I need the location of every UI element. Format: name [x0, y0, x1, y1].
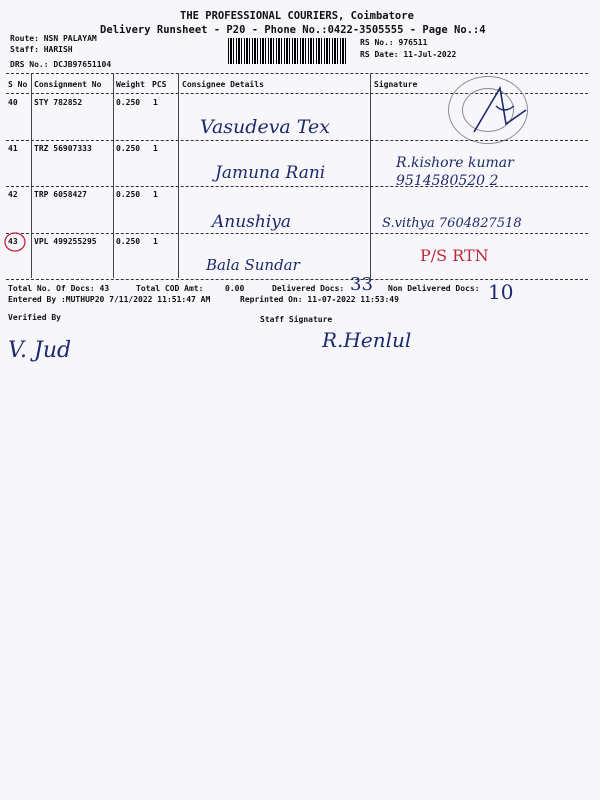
- return-note-handwriting: P/S RTN: [420, 246, 489, 265]
- rs-number: RS No.: 976511: [360, 38, 428, 47]
- total-docs: Total No. Of Docs: 43: [8, 284, 110, 293]
- entered-by: Entered By :MUTHUP20 7/11/2022 11:51:47 AM: [8, 295, 211, 304]
- non-delivered-docs-label: Non Delivered Docs:: [388, 284, 480, 293]
- consignee-handwriting: Anushiya: [212, 212, 292, 232]
- col-header-pcs: PCS: [152, 80, 167, 89]
- runsheet-subtitle: Delivery Runsheet - P20 - Phone No.:0422-3505555 - Page No.:4: [100, 24, 486, 36]
- row-weight: 0.250: [116, 144, 141, 153]
- staff-signature: R.Henlul: [322, 328, 412, 352]
- col-header-consignment: Consignment No: [34, 80, 102, 89]
- barcode: [228, 38, 346, 64]
- row-rule: [6, 186, 588, 187]
- row-pcs: 1: [153, 237, 158, 246]
- table-top-rule: [6, 73, 588, 74]
- reprinted-on: Reprinted On: 11-07-2022 11:53:49: [240, 295, 399, 304]
- verified-by-label: Verified By: [8, 313, 61, 322]
- rs-date: RS Date: 11-Jul-2022: [360, 50, 457, 59]
- drs-number: DRS No.: DCJB97651104: [10, 60, 112, 69]
- row-weight: 0.250: [116, 98, 141, 107]
- row-sno: 40: [8, 98, 18, 107]
- row-sno: 43: [8, 237, 18, 246]
- staff-signature-label: Staff Signature: [260, 315, 333, 324]
- delivered-docs-handwriting: 33: [350, 274, 373, 295]
- row-weight: 0.250: [116, 237, 141, 246]
- col-header-consignee: Consignee Details: [182, 80, 264, 89]
- company-title: THE PROFESSIONAL COURIERS, Coimbatore: [180, 10, 414, 22]
- verified-by-signature: V. Jud: [8, 338, 72, 363]
- col-header-sno: S No: [8, 80, 28, 89]
- col-divider: [370, 73, 371, 278]
- row-pcs: 1: [153, 98, 158, 107]
- consignee-handwriting: Vasudeva Tex: [200, 116, 330, 138]
- row-consignment: TRP 6058427: [34, 190, 87, 199]
- consignee-handwriting: Jamuna Rani: [215, 163, 326, 183]
- row-consignment: VPL 499255295: [34, 237, 97, 246]
- non-delivered-docs-handwriting: 10: [488, 280, 514, 304]
- staff-label: Staff: HARISH: [10, 45, 73, 54]
- col-header-weight: Weight: [116, 80, 145, 89]
- row-rule: [6, 140, 588, 141]
- signature-handwriting: S.vithya 7604827518: [382, 216, 522, 231]
- row-sno: 42: [8, 190, 18, 199]
- consignee-handwriting: Bala Sundar: [206, 256, 300, 274]
- route-label: Route: NSN PALAYAM: [10, 34, 97, 43]
- stamp-signature-scribble: [470, 84, 532, 142]
- delivered-docs-label: Delivered Docs:: [272, 284, 345, 293]
- row-consignment: TRZ 56907333: [34, 144, 92, 153]
- row-weight: 0.250: [116, 190, 141, 199]
- row-pcs: 1: [153, 144, 158, 153]
- row-sno: 41: [8, 144, 18, 153]
- col-divider: [178, 73, 179, 278]
- col-divider: [31, 73, 32, 278]
- row-consignment: STY 782852: [34, 98, 83, 107]
- row-rule: [6, 233, 588, 234]
- col-divider: [113, 73, 114, 278]
- cod-value: 0.00: [225, 284, 245, 293]
- total-cod-label: Total COD Amt:: [136, 284, 204, 293]
- signature-handwriting: R.kishore kumar 9514580520 2: [396, 155, 514, 189]
- row-pcs: 1: [153, 190, 158, 199]
- col-header-signature: Signature: [374, 80, 418, 89]
